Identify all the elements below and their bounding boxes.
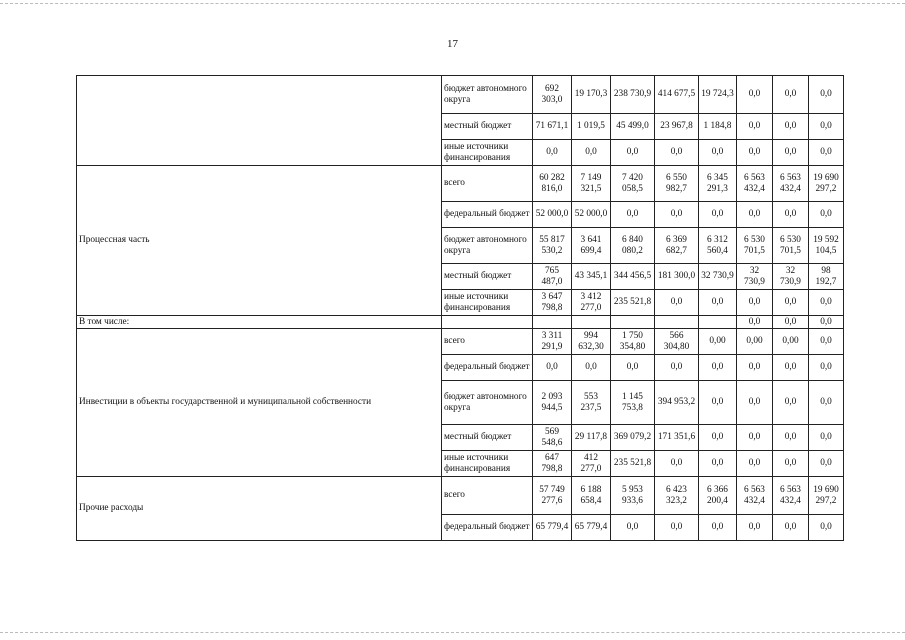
budget-table <box>76 75 844 541</box>
value-cell: 394 953,2 <box>655 381 699 425</box>
table-row <box>77 477 844 515</box>
value-cell: 0,0 <box>809 140 844 166</box>
value-cell: 6 530 701,5 <box>773 228 809 264</box>
value-cell: 6 366 200,4 <box>699 477 737 515</box>
value-cell: 0,0 <box>699 425 737 451</box>
value-cell: 0,0 <box>737 355 773 381</box>
value-cell: 0,0 <box>699 515 737 541</box>
value-cell: 52 000,0 <box>572 202 611 228</box>
value-cell: 0,0 <box>737 381 773 425</box>
value-cell: 0,0 <box>809 515 844 541</box>
value-cell: 0,0 <box>773 316 809 329</box>
value-cell: 0,0 <box>655 355 699 381</box>
funding-source: бюджет автономного округа <box>442 381 533 425</box>
value-cell: 0,0 <box>699 355 737 381</box>
value-cell: 0,0 <box>737 114 773 140</box>
funding-source: бюджет автономного округа <box>442 228 533 264</box>
value-cell: 0,0 <box>655 290 699 316</box>
value-cell: 0,0 <box>655 202 699 228</box>
value-cell: 0,0 <box>699 202 737 228</box>
value-cell: 569 548,6 <box>533 425 572 451</box>
value-cell: 1 750 354,80 <box>611 329 655 355</box>
value-cell: 692 303,0 <box>533 76 572 114</box>
scan-artifact-bottom <box>0 632 905 633</box>
value-cell: 0,0 <box>533 355 572 381</box>
value-cell: 23 967,8 <box>655 114 699 140</box>
value-cell: 0,0 <box>809 290 844 316</box>
funding-source: федеральный бюджет <box>442 515 533 541</box>
value-cell: 235 521,8 <box>611 290 655 316</box>
value-cell: 57 749 277,6 <box>533 477 572 515</box>
value-cell: 55 817 530,2 <box>533 228 572 264</box>
value-cell: 98 192,7 <box>809 264 844 290</box>
value-cell: 0,0 <box>809 425 844 451</box>
value-cell: 0,0 <box>737 202 773 228</box>
funding-source: местный бюджет <box>442 264 533 290</box>
value-cell: 0,00 <box>737 329 773 355</box>
value-cell: 32 730,9 <box>773 264 809 290</box>
value-cell: 65 779,4 <box>572 515 611 541</box>
value-cell: 7 149 321,5 <box>572 166 611 202</box>
value-cell: 2 093 944,5 <box>533 381 572 425</box>
value-cell: 7 420 058,5 <box>611 166 655 202</box>
value-cell: 6 550 982,7 <box>655 166 699 202</box>
value-cell: 32 730,9 <box>737 264 773 290</box>
value-cell: 6 188 658,4 <box>572 477 611 515</box>
value-cell: 45 499,0 <box>611 114 655 140</box>
value-cell: 29 117,8 <box>572 425 611 451</box>
funding-source: местный бюджет <box>442 425 533 451</box>
row-group-name: В том числе: <box>77 316 442 329</box>
value-cell: 0,0 <box>572 140 611 166</box>
funding-source: местный бюджет <box>442 114 533 140</box>
value-cell: 238 730,9 <box>611 76 655 114</box>
value-cell: 0,0 <box>773 290 809 316</box>
value-cell: 65 779,4 <box>533 515 572 541</box>
value-cell <box>655 316 699 329</box>
value-cell: 414 677,5 <box>655 76 699 114</box>
value-cell: 0,0 <box>773 76 809 114</box>
value-cell: 553 237,5 <box>572 381 611 425</box>
funding-source <box>442 316 533 329</box>
value-cell: 0,0 <box>533 140 572 166</box>
value-cell: 0,0 <box>572 355 611 381</box>
value-cell: 1 145 753,8 <box>611 381 655 425</box>
value-cell <box>533 316 572 329</box>
value-cell: 19 690 297,2 <box>809 166 844 202</box>
value-cell: 6 840 080,2 <box>611 228 655 264</box>
value-cell: 566 304,80 <box>655 329 699 355</box>
value-cell: 6 563 432,4 <box>773 477 809 515</box>
value-cell: 0,0 <box>655 515 699 541</box>
value-cell: 0,0 <box>773 451 809 477</box>
row-group-name: Инвестиции в объекты государственной и муниципальной собственности <box>77 329 442 477</box>
value-cell: 0,0 <box>699 451 737 477</box>
value-cell: 0,0 <box>809 451 844 477</box>
value-cell: 0,0 <box>611 202 655 228</box>
value-cell: 369 079,2 <box>611 425 655 451</box>
value-cell: 19 690 297,2 <box>809 477 844 515</box>
value-cell: 344 456,5 <box>611 264 655 290</box>
value-cell: 181 300,0 <box>655 264 699 290</box>
funding-source: всего <box>442 329 533 355</box>
value-cell: 0,0 <box>809 316 844 329</box>
value-cell: 0,0 <box>809 329 844 355</box>
scan-artifact-top <box>0 3 905 4</box>
value-cell: 6 563 432,4 <box>773 166 809 202</box>
value-cell <box>611 316 655 329</box>
value-cell: 0,0 <box>737 425 773 451</box>
value-cell: 235 521,8 <box>611 451 655 477</box>
value-cell: 765 487,0 <box>533 264 572 290</box>
value-cell: 0,0 <box>737 76 773 114</box>
value-cell: 0,0 <box>737 290 773 316</box>
value-cell <box>699 316 737 329</box>
value-cell: 0,0 <box>611 515 655 541</box>
value-cell: 0,0 <box>773 140 809 166</box>
value-cell: 6 563 432,4 <box>737 477 773 515</box>
value-cell: 0,0 <box>809 114 844 140</box>
value-cell: 43 345,1 <box>572 264 611 290</box>
value-cell: 6 312 560,4 <box>699 228 737 264</box>
value-cell: 3 412 277,0 <box>572 290 611 316</box>
table-row <box>77 76 844 114</box>
value-cell: 0,0 <box>699 381 737 425</box>
value-cell: 1 019,5 <box>572 114 611 140</box>
value-cell: 0,0 <box>611 355 655 381</box>
row-group-name: Прочие расходы <box>77 477 442 541</box>
value-cell: 0,0 <box>809 202 844 228</box>
value-cell: 52 000,0 <box>533 202 572 228</box>
value-cell: 19 592 104,5 <box>809 228 844 264</box>
value-cell: 0,0 <box>773 355 809 381</box>
value-cell: 19 724,3 <box>699 76 737 114</box>
table-row <box>77 166 844 202</box>
value-cell: 0,0 <box>699 140 737 166</box>
value-cell: 0,00 <box>773 329 809 355</box>
value-cell: 0,0 <box>809 381 844 425</box>
value-cell: 171 351,6 <box>655 425 699 451</box>
value-cell: 0,0 <box>737 316 773 329</box>
funding-source: иные источники финансирования <box>442 451 533 477</box>
table-row <box>77 329 844 355</box>
value-cell: 0,0 <box>737 515 773 541</box>
value-cell: 994 632,30 <box>572 329 611 355</box>
value-cell: 3 647 798,8 <box>533 290 572 316</box>
value-cell: 3 641 699,4 <box>572 228 611 264</box>
value-cell: 0,0 <box>773 515 809 541</box>
value-cell: 0,0 <box>773 425 809 451</box>
funding-source: всего <box>442 166 533 202</box>
value-cell: 3 311 291,9 <box>533 329 572 355</box>
value-cell: 0,0 <box>809 355 844 381</box>
funding-source: федеральный бюджет <box>442 355 533 381</box>
value-cell: 0,0 <box>773 202 809 228</box>
value-cell: 0,0 <box>737 140 773 166</box>
value-cell: 0,0 <box>737 451 773 477</box>
table-row <box>77 316 844 329</box>
value-cell: 6 345 291,3 <box>699 166 737 202</box>
value-cell: 647 798,8 <box>533 451 572 477</box>
value-cell: 0,0 <box>773 114 809 140</box>
value-cell: 0,00 <box>699 329 737 355</box>
funding-source: иные источники финансирования <box>442 140 533 166</box>
value-cell: 0,0 <box>773 381 809 425</box>
value-cell: 0,0 <box>655 140 699 166</box>
funding-source: иные источники финансирования <box>442 290 533 316</box>
page-number: 17 <box>447 38 458 50</box>
value-cell: 0,0 <box>809 76 844 114</box>
value-cell: 6 423 323,2 <box>655 477 699 515</box>
value-cell: 32 730,9 <box>699 264 737 290</box>
value-cell: 19 170,3 <box>572 76 611 114</box>
value-cell: 5 953 933,6 <box>611 477 655 515</box>
funding-source: бюджет автономного округа <box>442 76 533 114</box>
funding-source: всего <box>442 477 533 515</box>
row-group-name: Процессная часть <box>77 166 442 316</box>
value-cell: 0,0 <box>655 451 699 477</box>
value-cell: 6 369 682,7 <box>655 228 699 264</box>
value-cell: 412 277,0 <box>572 451 611 477</box>
value-cell: 60 282 816,0 <box>533 166 572 202</box>
value-cell: 71 671,1 <box>533 114 572 140</box>
value-cell: 0,0 <box>611 140 655 166</box>
value-cell: 1 184,8 <box>699 114 737 140</box>
funding-source: федеральный бюджет <box>442 202 533 228</box>
row-group-name <box>77 76 442 166</box>
value-cell <box>572 316 611 329</box>
value-cell: 6 530 701,5 <box>737 228 773 264</box>
value-cell: 0,0 <box>699 290 737 316</box>
value-cell: 6 563 432,4 <box>737 166 773 202</box>
